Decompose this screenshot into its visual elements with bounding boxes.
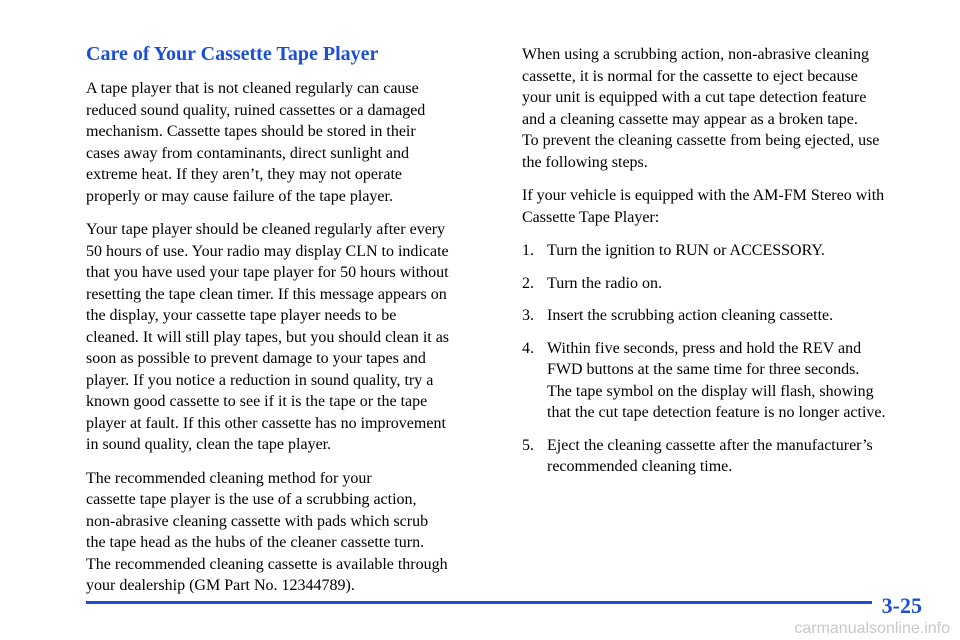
paragraph-cleaning-schedule: Your tape player should be cleaned regularly after every 50 hours of use. Your radio may display CLN to indicate that you have used your tape player for 50 hours without resetting the tape clean timer. If this message appears on the display, your cassette tape player needs to be cleaned. It will still play tapes, but you should clean it as soon as possible to prevent damage to your tapes and player. If you notice a reduction in sound quality, try a known good cassette to see if it is the tape or the tape player at fault. If this other cassette has no improvement in sound quality, clean the tape player. [86, 221, 450, 453]
step-number: 2. [522, 274, 534, 292]
step-text: Turn the ignition to RUN or ACCESSORY. [547, 242, 825, 259]
list-item [522, 305, 934, 327]
paragraph-cleaning-intro: A tape player that is not cleaned regularly can cause reduced sound quality, ruined cassettes or a damaged mechanism. Cassette tapes should be stored in their cases away from contaminants, direct sunlight and extreme heat. If they aren’t, they may not operate properly or may cause failure of the tape player. [86, 80, 426, 205]
watermark: carmanualsonline.info [794, 620, 950, 637]
step-text: Within five seconds, press and hold the REV and FWD buttons at the same time for three seconds. The tape symbol on the display will flash, showing that the cut tape detection feature is no longer active. [547, 339, 886, 421]
list-item [522, 435, 934, 478]
step-text: Turn the radio on. [547, 274, 662, 292]
section-title: Care of Your Cassette Tape Player [86, 43, 379, 65]
list-item [522, 240, 934, 262]
step-number: 3. [522, 307, 534, 324]
page-number: 3-25 [881, 593, 922, 618]
list-item [522, 338, 934, 424]
left-column [86, 42, 492, 609]
paragraph-eject-note: When using a scrubbing action, non-abrasive cleaning cassette, it is normal for the cassette to eject because your unit is equipped with a cut tape detection feature and a cleaning cassette may appear as a broken tape. To prevent the cleaning cassette from being ejected, use the following steps. [522, 46, 880, 171]
paragraph-stereo-condition: If your vehicle is equipped with the AM-FM Stereo with Cassette Tape Player: [522, 187, 885, 226]
step-text: Eject the cleaning cassette after the manufacturer’s recommended cleaning time. [547, 436, 873, 475]
step-text: Insert the scrubbing action cleaning cassette. [547, 307, 834, 324]
right-column [522, 44, 934, 489]
step-number: 4. [522, 339, 534, 357]
step-number: 5. [522, 436, 534, 454]
step-number: 1. [522, 242, 534, 259]
list-item [522, 273, 934, 295]
steps-list [522, 240, 934, 478]
footer-rule [86, 601, 872, 604]
paragraph-cleaning-method: The recommended cleaning method for your cassette tape player is the use of a scrubbing action, non-abrasive cleaning cassette with pads which scrub the tape head as the hubs of the cleaner cassette turn. The recommended cleaning cassette is available through your dealership (GM Part No. 12344789). [86, 469, 448, 594]
